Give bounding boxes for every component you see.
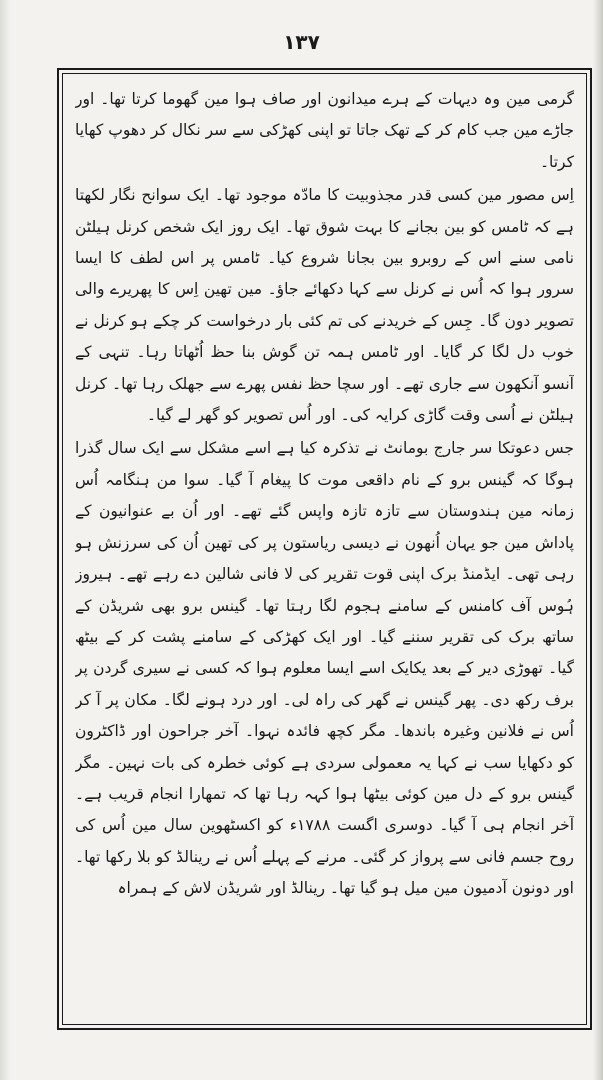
paragraph-3: جس دعوتکا سر جارج بومانٹ نے تذکرہ کیا ہے اسے مشکل سے ایک سال گذرا ہوگا کہ گینس برو کے نام داقعی موت کا پیغام آ گیا۔ سوا من ہنگامہ اُس زمانہ مین ہندوستان سے تازہ تازہ واپس گئے تھے۔ اور اُن بے عنوانیون کے پاداش مین جو یہان اُنھون نے دیسی ریاستون پر کی تھین اُن کی سرزنش ہو رہی تھی۔ ایڈمنڈ برک اپنی قوت تقریر کی لا فانی شالین دے رہے تھے۔ ہیروز ہُوس آف کامنس کے سامنے ہجوم لگا رہتا تھا۔ گینس برو بھی شریڈن کے ساتھ برک کی تقریر سننے گیا۔ اور ایک کھڑکی کے سامنے پشت کر کے بیٹھ گیا۔ تھوڑی دیر کے بعد یکایک اسے ایسا معلوم ہوا کہ کسی نے سیری گردن پر برف رکھ دی۔ پھر گینس نے گھر کی راہ لی۔ اور درد ہونے لگا۔ مکان پر آ کر اُس نے فلانین وغیرہ باندھا۔ مگر کچھ فائدہ نہوا۔ آخر جراحون اور ڈاکٹرون کو دکھایا سب نے کہا یہ معمولی سردی ہے کوئی خطرہ کی بات نہین۔ مگر گینس برو کے دل مین کوئی بیٹھا ہوا کہہ رہا تھا کہ تمھارا انجام قریب ہے۔ آخر انجام ہی آ گیا۔ دوسری اگست ۱۷۸۸ء کو اکسٹھوین سال مین اُس کی روح جسم فانی سے پرواز کر گئی۔ مرنے کے پہلے اُس نے رینالڈ کو بلا رکھا تھا۔ اور دونون آدمیون مین میل ہو گیا تھا۔ رینالڈ اور شریڈن لاش کے ہمراہ bbox=[75, 439, 574, 898]
text-frame-outer bbox=[57, 68, 592, 1030]
page-edge-shadow-left bbox=[0, 0, 10, 1080]
text-frame-inner bbox=[62, 73, 587, 1025]
body-text bbox=[75, 84, 574, 1012]
paragraph-2: اِس مصور مین کسی قدر مجذوبیت کا مادّہ موجود تھا۔ ایک سوانح نگار لکھتا ہے کہ ٹامس کو بین بجانے کا بہت شوق تھا۔ ایک روز ایک شخص کرنل ہیلٹن نامی سنے اس کے روبرو بین بجانا شروع کیا۔ ٹامس پر اس لطف کا ایسا سرور ہوا کہ اُس نے کرنل سے کہا دکھائے جاؤ۔ مین تھین اِس کا پھریرے والی تصویر دون گا۔ جِس کے خریدنے کی تم کئی بار درخواست کر چکے ہو کرنل نے خوب دل لگا کر گایا۔ اور ٹامس ہمہ تن گوش بنا حظ اُٹھاتا رہا۔ تنہی کے آنسو آنکھون سے جاری تھے۔ اور سچا حظ نفس پھرے سے جھلک رہا تھا۔ کرنل ہیلٹن نے اُسی وقت گاڑی کرایہ کی۔ اور اُس تصویر کو گھر لے گیا۔ bbox=[75, 186, 574, 425]
paragraph-1: گرمی مین وہ دیہات کے ہرے میدانون اور صاف ہوا مین گھوما کرتا تھا۔ اور جاڑے مین جب کام کر کے تھک جاتا تو اپنی کھڑکی سے سر نکال کر دھوپ کھایا کرتا۔ bbox=[75, 90, 574, 171]
page-number: ۱۳۷ bbox=[283, 30, 320, 54]
page-fold-shadow-right bbox=[593, 0, 603, 1080]
